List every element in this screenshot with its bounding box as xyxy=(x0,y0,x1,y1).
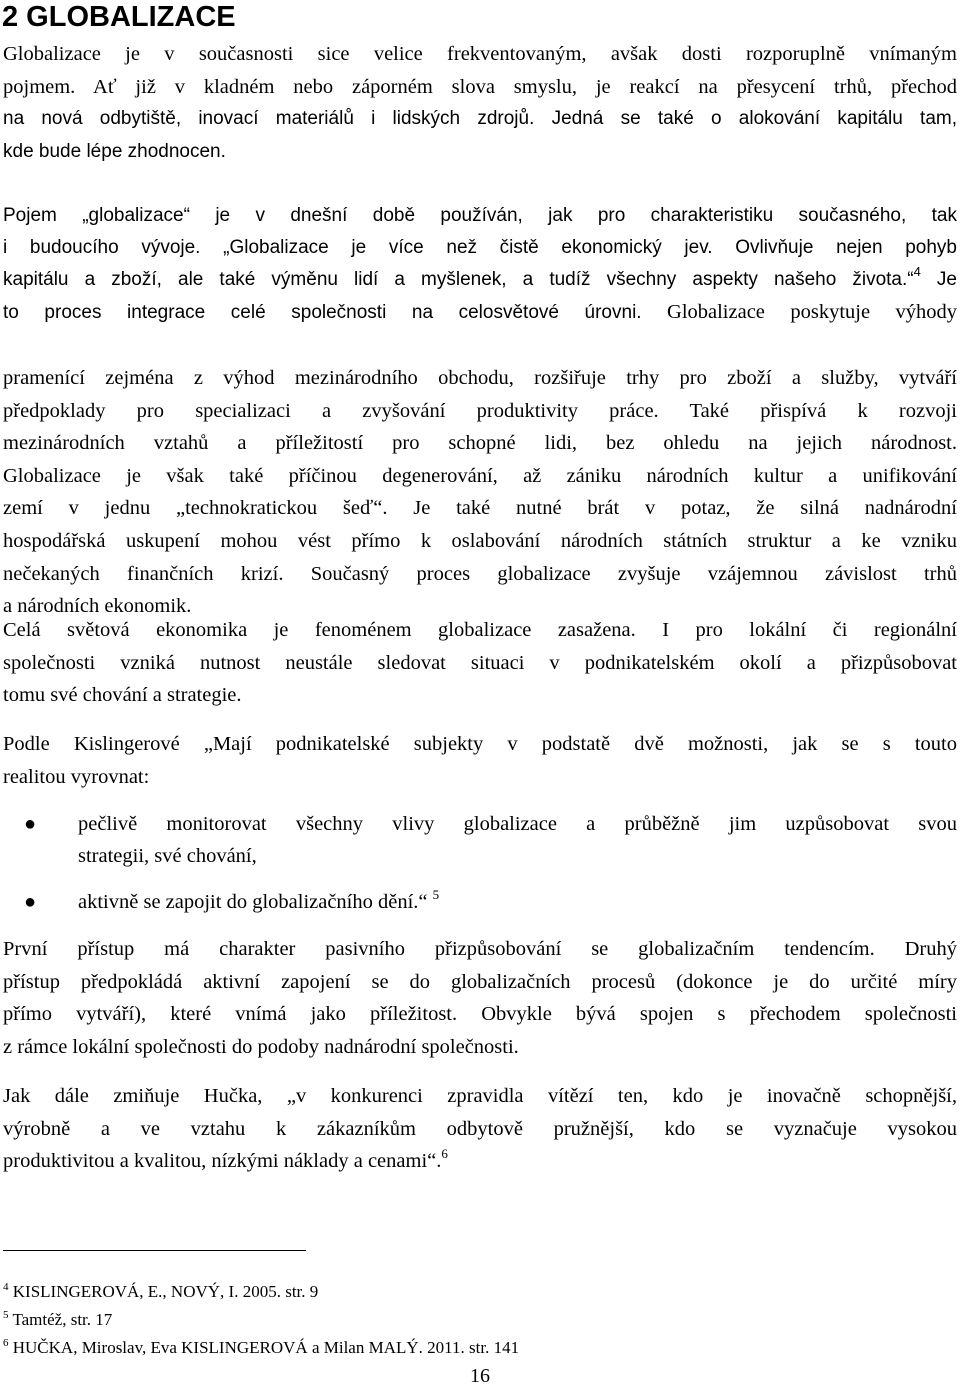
paragraph-2-line: Globalizace je však také příčinou degenerování, až zániku národních kultur a unifikování xyxy=(3,464,957,487)
paragraph-2-line: mezinárodních vztahů a příležitostí pro schopné lidi, bez ohledu na jejich národnost. xyxy=(3,432,957,455)
paragraph-4 xyxy=(3,728,957,793)
bullet-icon: ● xyxy=(24,891,37,913)
list-item xyxy=(0,886,957,918)
paragraph-1 xyxy=(3,38,957,168)
paragraph-1-line: pojmem. Ať již v kladném nebo záporném slova smyslu, je reakcí na přesycení trhů, přechod xyxy=(3,75,957,98)
paragraph-3-line: Celá světová ekonomika je fenoménem globalizace zasažena. I pro lokální či regionální xyxy=(3,619,957,641)
paragraph-2-line: i budoucího vývoje. „Globalizace je více než čistě ekonomický jev. Ovlivňuje nejen pohyb xyxy=(3,237,957,258)
footnote-ref[interactable]: 4 xyxy=(913,264,921,279)
quote-text: produktivitou a kvalitou, nízkými náklady a cenami“. xyxy=(3,1150,442,1173)
list-item-text: aktivně se zapojit do globalizačního dění.“ xyxy=(78,891,428,913)
paragraph-5-line: přímo vytváří), které vnímá jako příležitost. Obvykle bývá spojen s přechodem společnosti xyxy=(3,1003,957,1026)
quote-text: kapitálu a zboží, ale také výměnu lidí a myšlenek, a tudíž všechny aspekty našeho života.“ xyxy=(3,269,914,290)
paragraph-2-line xyxy=(3,296,957,328)
list-item xyxy=(0,808,957,872)
list-item-line: pečlivě monitorovat všechny vlivy globalizace a průběžně jim uzpůsobovat svou xyxy=(78,813,957,835)
paragraph-6-line: Jak dále zmiňuje Hučka, „v konkurenci zpravidla vítězí ten, kdo je inovačně schopnější, xyxy=(3,1085,957,1107)
page-number: 16 xyxy=(470,1365,490,1387)
footnote-number: 5 xyxy=(3,1309,9,1321)
footnote-ref[interactable]: 6 xyxy=(441,1146,448,1162)
footnote xyxy=(3,1280,318,1304)
footnote xyxy=(3,1308,112,1332)
footnote-separator xyxy=(3,1250,306,1251)
footnote-number: 6 xyxy=(3,1337,9,1349)
line-tail: Je xyxy=(920,269,957,290)
list-item-line: strategii, své chování, xyxy=(78,845,257,867)
paragraph-3-line: tomu své chování a strategie. xyxy=(3,684,242,707)
paragraph-1-line: na nová odbytiště, inovací materiálů i lidských zdrojů. Jedná se také o alokování kapitálu tam, xyxy=(3,108,957,130)
footnote xyxy=(3,1336,519,1360)
paragraph-2-line: předpoklady pro specializaci a zvyšování produktivity práce. Také přispívá k rozvoji xyxy=(3,399,957,422)
footnote-text: HUČKA, Miroslav, Eva KISLINGEROVÁ a Milan MALÝ. 2011. str. 141 xyxy=(8,1338,520,1357)
chapter-heading: 2 GLOBALIZACE xyxy=(2,1,236,33)
paragraph-2 xyxy=(3,200,957,328)
paragraph-2-line: a národních ekonomik. xyxy=(3,595,192,618)
paragraph-4-line: realitou vyrovnat: xyxy=(3,765,150,788)
paragraph-2-line: Pojem „globalizace“ je v dnešní době používán, jak pro charakteristiku současného, tak xyxy=(3,205,957,226)
line-serif-part: Globalizace poskytuje výhody xyxy=(641,301,957,323)
paragraph-1-line: Globalizace je v současnosti sice velice frekventovaným, avšak dosti rozporuplně vnímaným xyxy=(3,43,957,65)
paragraph-5-line: První přístup má charakter pasivního přizpůsobování se globalizačním tendencím. Druhý xyxy=(3,938,957,960)
paragraph-2-continued xyxy=(3,362,957,623)
footnote-number: 4 xyxy=(3,1281,9,1293)
footnote-text: KISLINGEROVÁ, E., NOVÝ, I. 2005. str. 9 xyxy=(8,1282,319,1301)
paragraph-2-line: hospodářská uskupení mohou vést přímo k oslabování národních státních struktur a ke vzniku xyxy=(3,529,957,552)
paragraph-5 xyxy=(3,933,957,1063)
paragraph-5-line: přístup předpokládá aktivní zapojení se do globalizačních procesů (dokonce je do určité míry xyxy=(3,970,957,993)
footnote-text: Tamtéž, str. 17 xyxy=(8,1310,113,1329)
paragraph-6-line xyxy=(3,1145,957,1178)
paragraph-2-line: nečekaných finančních krizí. Současný proces globalizace zvyšuje vzájemnou závislost trhů xyxy=(3,562,957,585)
paragraph-5-line: z rámce lokální společnosti do podoby nadnárodní společnosti. xyxy=(3,1035,519,1058)
paragraph-4-line: Podle Kislingerové „Mají podnikatelské subjekty v podstatě dvě možnosti, jak se s touto xyxy=(3,733,957,755)
paragraph-6 xyxy=(3,1080,957,1178)
paragraph-2-line: pramenící zejména z výhod mezinárodního obchodu, rozšiřuje trhy pro zboží a služby, vytváří xyxy=(3,367,957,389)
paragraph-1-line: kde bude lépe zhodnocen. xyxy=(3,140,226,162)
paragraph-3-line: společnosti vzniká nutnost neustále sledovat situaci v podnikatelském okolí a přizpůsobovat xyxy=(3,651,957,674)
line-sans-part: to proces integrace celé společnosti na celosvětové úrovni. xyxy=(3,302,642,323)
paragraph-2-line xyxy=(3,264,957,296)
footnote-ref[interactable]: 5 xyxy=(432,887,440,902)
bullet-list xyxy=(0,808,957,918)
list-item-line xyxy=(78,886,957,918)
paragraph-6-line: výrobně a ve vztahu k zákazníkům odbytově pružnější, kdo se vyznačuje vysokou xyxy=(3,1117,957,1140)
paragraph-3 xyxy=(3,614,957,712)
paragraph-2-line: zemí v jednu „technokratickou šeď“. Je také nutné brát v potaz, že silná nadnárodní xyxy=(3,497,957,520)
bullet-icon: ● xyxy=(24,813,37,835)
